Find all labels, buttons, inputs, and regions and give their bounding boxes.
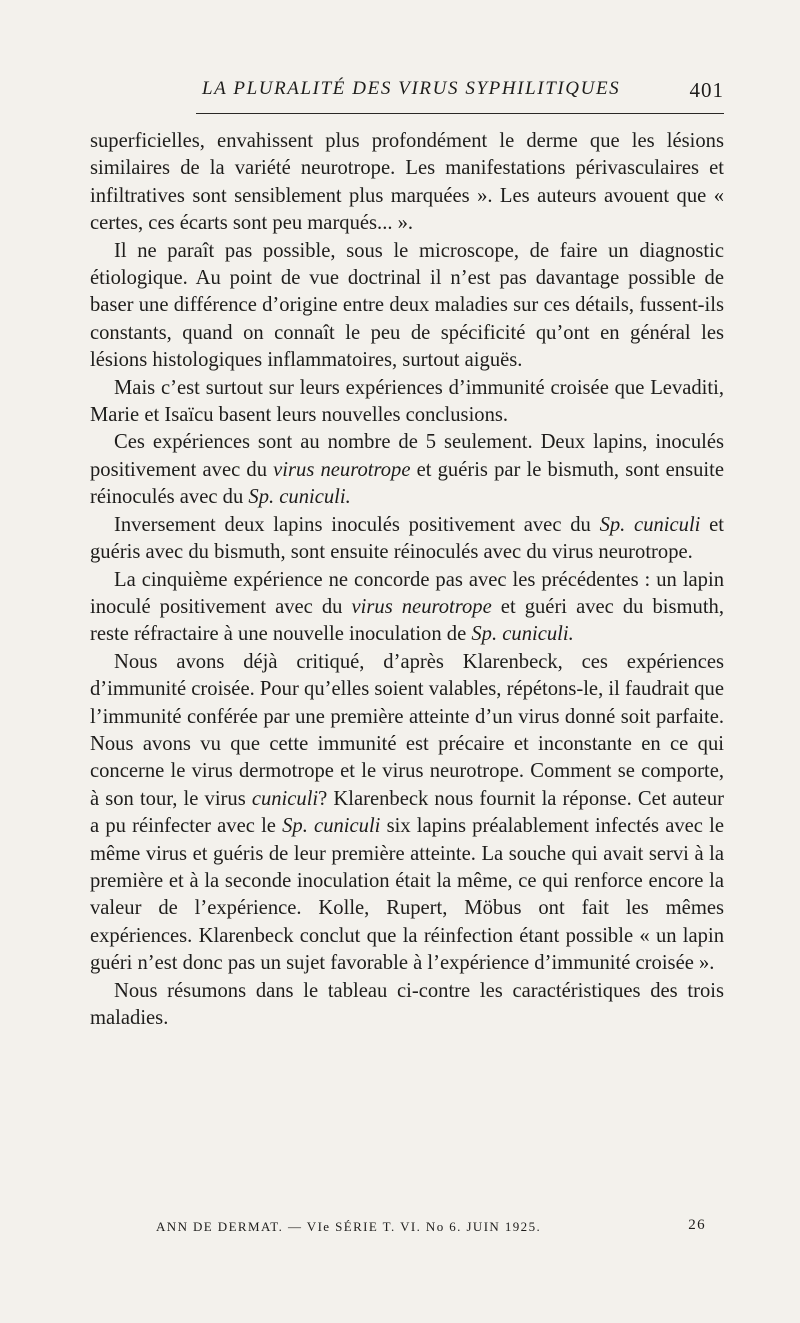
paragraph xyxy=(90,128,724,238)
text-run: La cinquième expérience ne concorde pas avec les précédentes : un lapin inoculé positivement avec du xyxy=(90,568,724,618)
text-run: Nous résumons dans le tableau ci-contre les caractéristiques des trois maladies. xyxy=(90,979,724,1029)
italic-run: Sp. cuniculi. xyxy=(248,486,351,509)
text-run: Inversement deux lapins inoculés positivement avec du xyxy=(114,513,600,536)
text-run: superficielles, envahissent plus profondément le derme que les lésions similaires de la variété neurotrope. Les manifestations périvasculaires et infiltratives sont sensiblement plus marquées ». Les auteurs avouent que « certes, ces écarts sont peu marqués... ». xyxy=(90,130,724,235)
italic-run: cuniculi xyxy=(251,787,319,810)
text-run: et guéris avec du bismuth, sont ensuite réinoculés avec du virus neurotrope. xyxy=(90,513,724,564)
text-run: et guéri avec du bismuth, reste réfractaire à une nouvelle inoculation de xyxy=(90,595,724,646)
paragraph xyxy=(90,649,724,978)
text-run: Ces expériences sont au nombre de 5 seulement. Deux lapins, inoculés positivement avec du xyxy=(90,431,724,481)
italic-run: virus neurotrope xyxy=(273,458,411,481)
text-run: Mais c’est surtout sur leurs expériences d’immunité croisée que Levaditi, Marie et Isaïcu basent leurs nouvelles conclusions. xyxy=(90,376,724,427)
text-run: et guéris par le bismuth, sont ensuite réinoculés avec du xyxy=(90,458,724,509)
paragraph xyxy=(90,238,724,375)
header-rule xyxy=(196,113,724,114)
running-title: LA PLURALITÉ DES VIRUS SYPHILITIQUES xyxy=(202,78,621,99)
text-run: ? Klarenbeck nous fournit la réponse. Cet auteur a pu réinfecter avec le xyxy=(90,787,724,838)
paragraph xyxy=(90,512,724,567)
text-run: Il ne paraît pas possible, sous le microscope, de faire un diagnostic étiologique. Au point de vue doctrinal il n’est pas davantage possible de baser une différence d’origine entre deux maladies sur ces détails, fussent-ils constants, quand on connaît le peu de spécificité qu’ont en général les lésions histologiques inflammatoires, surtout aiguës. xyxy=(90,239,724,372)
page-number: 401 xyxy=(689,78,724,102)
paragraph xyxy=(90,567,724,649)
text-run: six lapins préalablement infectés avec le même virus et guéris de leur première atteinte. La souche qui avait servi à la première et à la seconde inoculation était la même, ce qui renforce encore la valeur de l’expérience. Kolle, Rupert, Möbus ont fait les mêmes expériences. Klarenbeck conclut que la réinfection étant possible « un lapin guéri n’est donc pas un sujet favorable à l’expérience d’immunité croisée ». xyxy=(90,815,724,975)
text-run: Nous avons déjà critiqué, d’après Klarenbeck, ces expériences d’immunité croisée. Pour qu’elles soient valables, répétons-le, il faudrait que l’immunité conférée par une première atteinte d’un virus donné soit parfaite. Nous avons vu que cette immunité est précaire et inconstante en ce qui concerne le virus dermotrope et le virus neurotrope. Comment se comporte, à son tour, le virus xyxy=(90,650,724,810)
paragraph xyxy=(90,429,724,511)
paragraph xyxy=(90,978,724,1033)
paragraph xyxy=(90,375,724,430)
signature-line: ANN DE DERMAT. — VIe SÉRIE T. VI. No 6. JUIN 1925. xyxy=(156,1219,542,1234)
italic-run: Sp. cuniculi xyxy=(282,815,381,838)
italic-run: Sp. cuniculi. xyxy=(471,623,574,646)
body-text xyxy=(90,128,724,1032)
printer-signature xyxy=(156,1219,706,1239)
italic-run: Sp. cuniculi xyxy=(599,513,701,536)
italic-run: virus neurotrope xyxy=(351,595,492,618)
running-head xyxy=(196,78,724,106)
signature-number: 26 xyxy=(688,1217,706,1233)
